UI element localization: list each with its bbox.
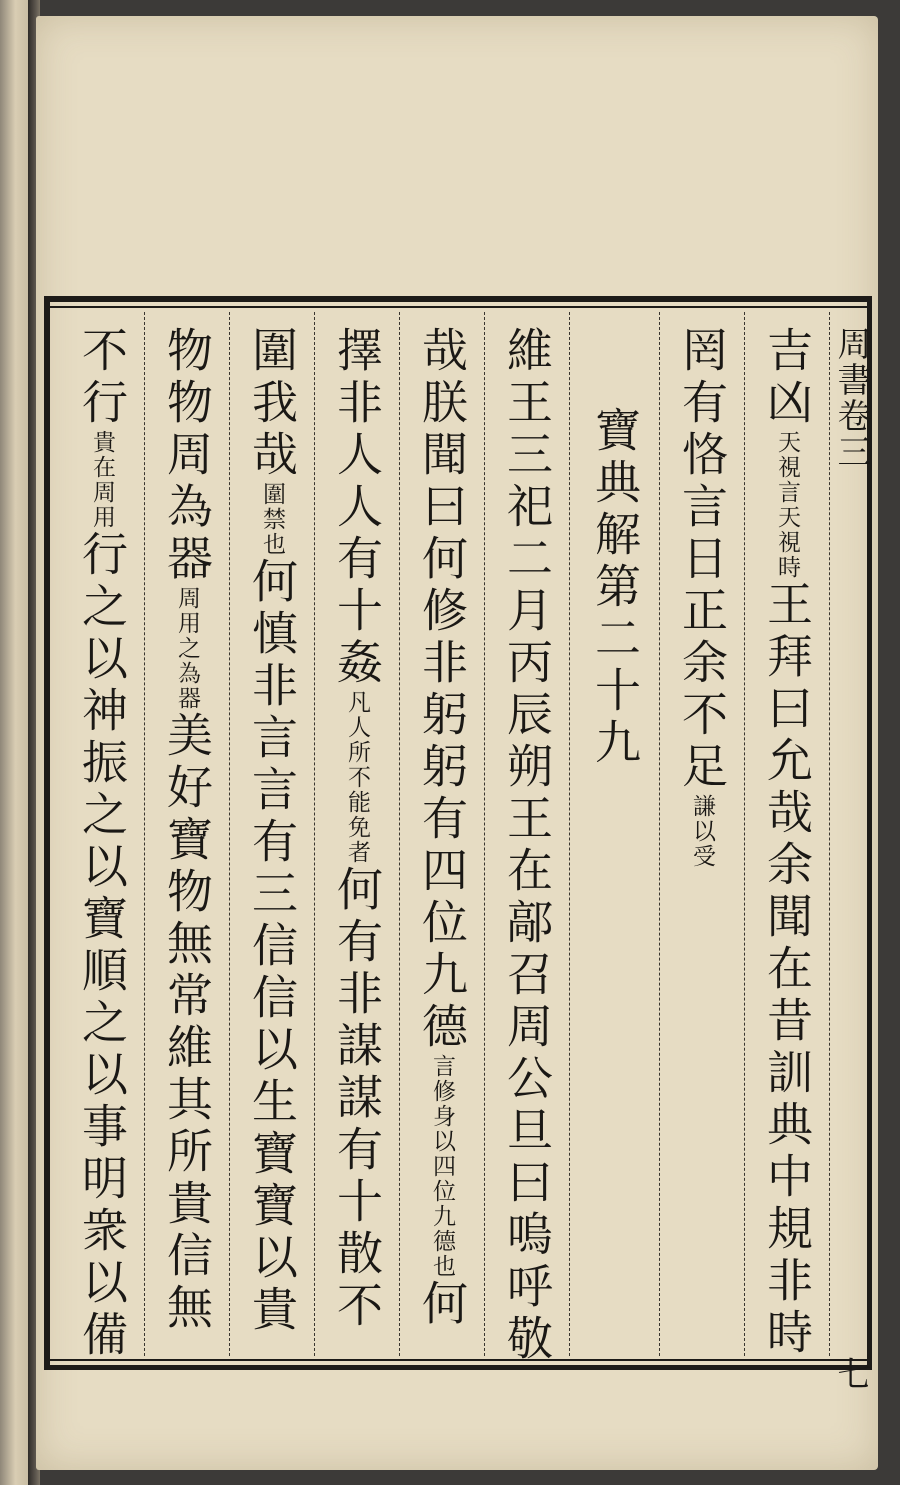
- column-main-text: 不行: [75, 326, 129, 430]
- column-main-text-cont: 何有非謀謀有十散不: [330, 865, 384, 1333]
- column-divider: [399, 312, 401, 1356]
- column-main-text-cont: 王拜曰允哉余聞在昔訓典中規非時: [760, 580, 814, 1360]
- frame-bottom-thin-rule: [44, 1359, 872, 1361]
- column-note-text: 圍禁也: [259, 482, 285, 557]
- margin-title-text: 周書: [831, 326, 871, 398]
- text-column-1: [760, 326, 814, 1360]
- text-column-2: [675, 326, 729, 1336]
- column-note-text: 天視言天視時: [774, 430, 800, 580]
- text-column-5: [415, 326, 469, 1336]
- column-main-text: 擇非人人有十姦: [330, 326, 384, 690]
- book-page: [36, 16, 878, 1470]
- text-column-8: [160, 326, 214, 1336]
- column-divider: [229, 312, 231, 1356]
- frame-top-thin-rule: [44, 306, 872, 308]
- column-note-text: 凡人所不能免者: [344, 690, 370, 865]
- column-main-text: 哉朕聞曰何修非躬躬有四位九德: [415, 326, 469, 1054]
- column-main-text: 吉凶: [760, 326, 814, 430]
- column-divider: [484, 312, 486, 1356]
- frame-left-rule: [44, 296, 50, 1370]
- column-main-text-cont: 何慎非言言有三信信以生寶寶以貴: [245, 557, 299, 1337]
- chapter-heading-column: [588, 406, 642, 1416]
- frame-bottom-rule: [44, 1365, 872, 1370]
- column-note-text: 周用之為器: [174, 586, 200, 711]
- margin-volume-text: 卷三: [831, 398, 871, 470]
- column-divider: [744, 312, 746, 1356]
- text-frame: [44, 296, 872, 1390]
- column-main-text: 圍我哉: [245, 326, 299, 482]
- column-divider: [144, 312, 146, 1356]
- column-main-text: 維王三祀二月丙辰朔王在鄗召周公旦曰嗚呼敬: [500, 326, 554, 1366]
- column-main-text-cont: 何: [415, 1279, 469, 1331]
- column-note-text: 謙以受: [689, 794, 715, 869]
- column-divider: [569, 312, 571, 1356]
- text-column-4: [500, 326, 554, 1366]
- margin-title: [831, 326, 876, 470]
- text-column-6: [330, 326, 384, 1336]
- text-column-7: [245, 326, 299, 1337]
- chapter-heading: 寶典解第二十九: [588, 406, 642, 770]
- text-column-9: [75, 326, 129, 1362]
- column-main-text: 罔有恪言日正余不足: [675, 326, 729, 794]
- adjacent-page-edge: [0, 0, 28, 1485]
- frame-top-rule: [44, 296, 872, 302]
- column-main-text: 物物周為器: [160, 326, 214, 586]
- column-main-text-cont: 美好寶物無常維其所貴信無: [160, 711, 214, 1335]
- column-divider: [314, 312, 316, 1356]
- column-main-text-cont: 行之以神振之以寶順之以事明衆以備: [75, 530, 129, 1362]
- folio-number: 七: [831, 1356, 871, 1390]
- column-note-text: 貴在周用: [89, 430, 115, 530]
- column-note-text: 言修身以四位九德也: [429, 1054, 455, 1279]
- column-divider: [659, 312, 661, 1356]
